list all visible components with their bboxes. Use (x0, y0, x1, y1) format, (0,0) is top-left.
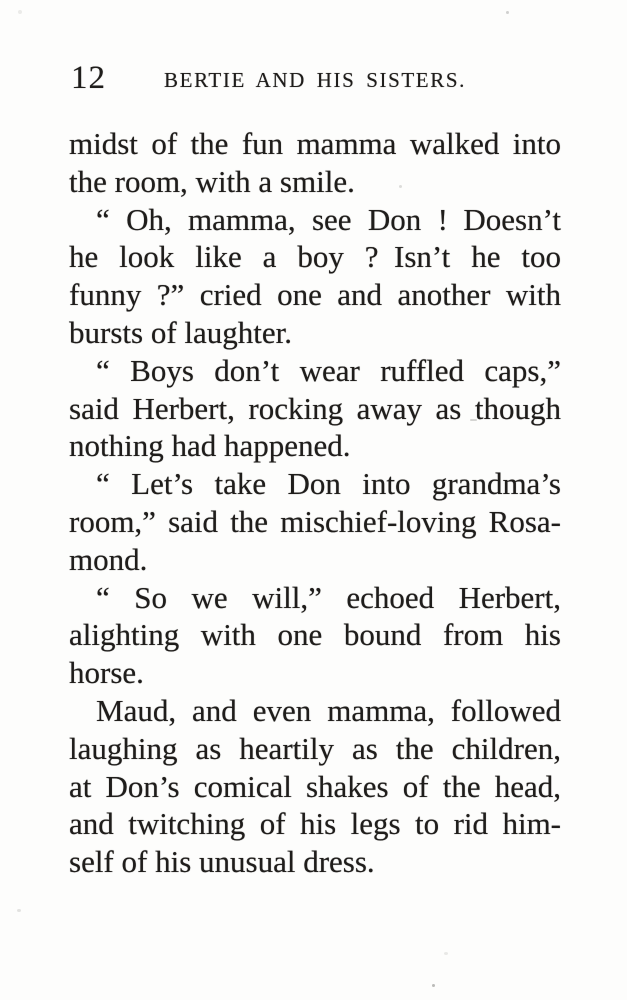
text-line: mond. (69, 541, 148, 577)
text-line: horse. (69, 655, 144, 691)
paragraph (69, 465, 561, 578)
text-block (69, 125, 561, 881)
page-header (69, 62, 561, 96)
scan-speck (506, 11, 509, 14)
text-line: bursts of laughter. (69, 314, 292, 350)
text-line: self of his unusual dress. (69, 844, 375, 880)
text-line: funny ?” cried one and another with (69, 277, 561, 313)
page-number: 12 (71, 60, 106, 96)
text-line: “ Let’s take Don into grandma’s (96, 466, 561, 502)
text-line: he look like a boy ? Isn’t he too (69, 239, 561, 275)
paragraph (69, 201, 561, 352)
paragraph (69, 692, 561, 881)
scan-speck (399, 185, 402, 188)
paragraph (69, 579, 561, 692)
paragraph (69, 352, 561, 465)
text-line: Maud, and even mamma, followed (96, 692, 561, 728)
text-line: “ Boys don’t wear ruffled caps,” (96, 352, 561, 388)
text-line: room,” said the mischief-loving Rosa- (69, 503, 561, 539)
paragraph (69, 125, 561, 201)
text-line: midst of the fun mamma walked into (69, 126, 561, 161)
text-line: nothing had happened. (69, 428, 351, 464)
text-line: laughing as heartily as the children, (69, 730, 561, 766)
scan-speck (18, 10, 22, 14)
text-line: “ Oh, mamma, see Don ! Doesn’t (96, 201, 561, 237)
scan-speck (432, 984, 435, 987)
running-title: BERTIE AND HIS SISTERS. (164, 68, 466, 92)
text-line: said Herbert, rocking away as though (69, 390, 561, 426)
text-line: alighting with one bound from his (69, 617, 561, 653)
text-line: “ So we will,” echoed Herbert, (96, 579, 561, 615)
scan-speck (17, 909, 21, 912)
scan-speck (470, 419, 477, 421)
text-line: at Don’s comical shakes of the head, (69, 768, 561, 804)
text-line: the room, with a smile. (69, 163, 355, 199)
scan-speck (444, 952, 448, 955)
text-line: and twitching of his legs to rid him- (69, 806, 561, 842)
